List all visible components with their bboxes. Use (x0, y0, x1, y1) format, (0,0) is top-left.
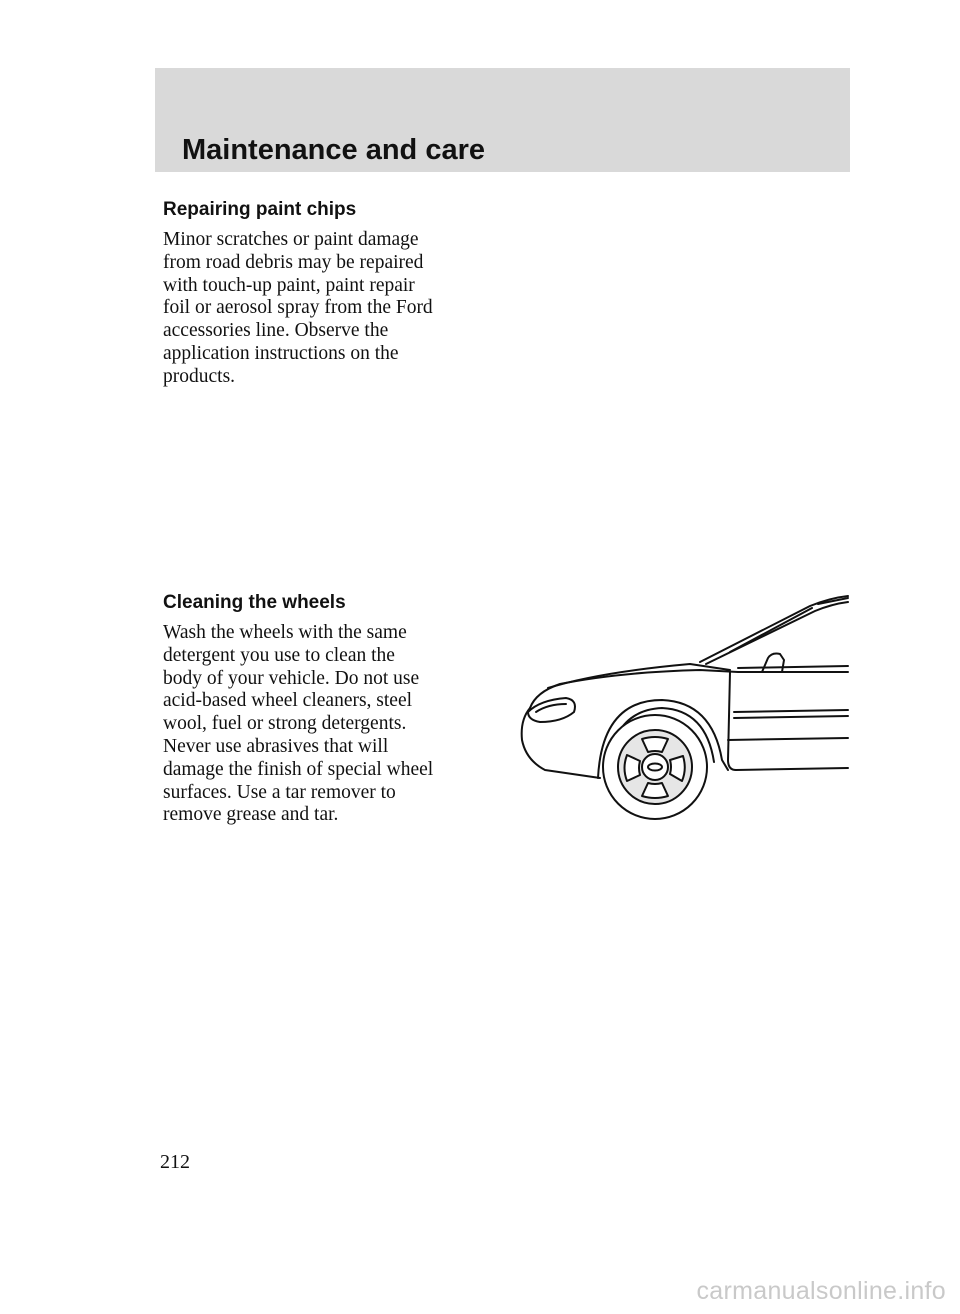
text-line: surfaces. Use a tar remover to (163, 781, 396, 803)
text-line: acid-based wheel cleaners, steel (163, 690, 413, 712)
lower-body-line (728, 738, 848, 740)
a-pillar (730, 608, 812, 652)
car-front-wheel-illustration (510, 590, 855, 835)
text-line: wool, fuel or strong detergents. (163, 713, 407, 735)
window-sill (738, 666, 848, 668)
text-line: damage the finish of special wheel (163, 758, 434, 780)
text-line: foil or aerosol spray from the Ford (163, 297, 433, 319)
text-line: detergent you use to clean the (163, 644, 395, 666)
side-molding-upper (734, 710, 848, 712)
hood-line (548, 664, 730, 688)
paragraph-cleaning-the-wheels (163, 622, 498, 827)
heading-cleaning-the-wheels: Cleaning the wheels (163, 592, 346, 613)
text-line: Never use abrasives that will (163, 735, 389, 757)
rocker-line (736, 768, 848, 770)
page-number: 212 (160, 1151, 190, 1173)
text-line: accessories line. Observe the (163, 320, 389, 342)
text-line: with touch-up paint, paint repair (163, 274, 415, 296)
section-title: Maintenance and care (182, 134, 485, 166)
text-line: body of your vehicle. Do not use (163, 667, 420, 689)
side-molding-lower (734, 716, 848, 718)
side-mirror (762, 654, 784, 673)
text-line: from road debris may be repaired (163, 251, 424, 273)
door-line (728, 672, 736, 770)
body-contour (530, 670, 848, 708)
hub-cap (642, 754, 668, 780)
headlight-inner (536, 704, 566, 712)
watermark: carmanualsonline.info (696, 1277, 946, 1305)
text-line: products. (163, 365, 236, 387)
paragraph-repairing-paint-chips (163, 229, 498, 389)
text-line: application instructions on the (163, 342, 399, 364)
text-line: remove grease and tar. (163, 804, 339, 826)
text-line: Minor scratches or paint damage (163, 229, 419, 250)
heading-repairing-paint-chips: Repairing paint chips (163, 199, 357, 220)
headlight (528, 698, 575, 722)
text-line: Wash the wheels with the same (163, 622, 407, 643)
